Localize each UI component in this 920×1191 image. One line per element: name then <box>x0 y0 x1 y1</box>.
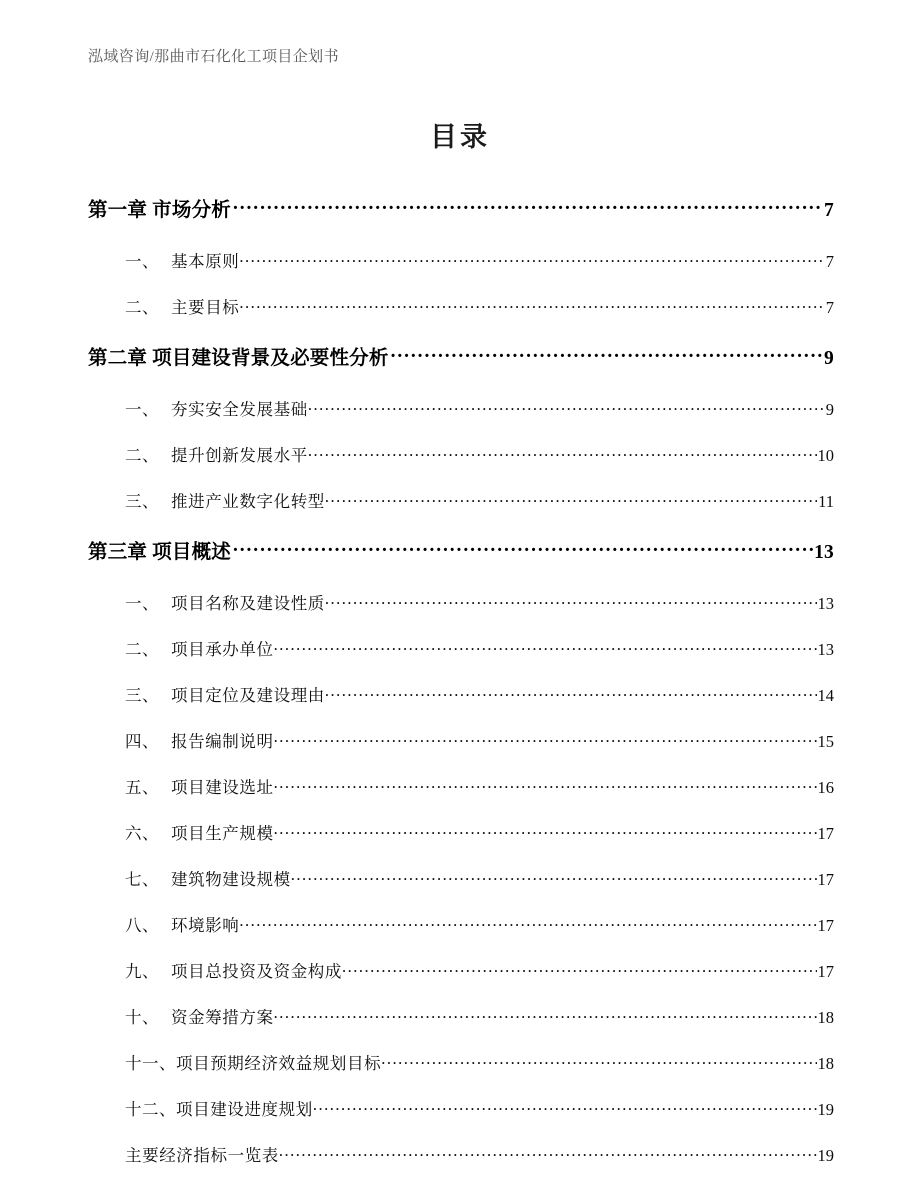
toc-entry-label: 项目名称及建设性质 <box>171 594 325 613</box>
toc-entry-number: 一、 <box>125 400 159 419</box>
toc-page-number: 7 <box>824 200 834 221</box>
toc-section-row[interactable] <box>88 719 834 765</box>
toc-entry-label: 项目定位及建设理由 <box>171 686 325 705</box>
toc-page-number: 16 <box>817 778 834 797</box>
toc-section-row[interactable] <box>88 581 834 627</box>
toc-chapter-row[interactable] <box>88 331 834 387</box>
toc-page-number: 14 <box>817 686 834 705</box>
page-title: 目录 <box>430 122 490 152</box>
toc-page-number: 13 <box>817 594 834 613</box>
toc-entry-label: 推进产业数字化转型 <box>171 492 325 511</box>
toc-leader-dots <box>274 822 817 846</box>
toc-leader-dots <box>239 296 824 320</box>
toc-entry-number: 一、 <box>125 252 159 271</box>
toc-page-number: 11 <box>818 492 834 511</box>
toc-section-row[interactable] <box>88 479 834 525</box>
table-of-contents <box>88 183 834 1179</box>
toc-leader-dots <box>279 1144 817 1168</box>
toc-entry-label: 提升创新发展水平 <box>171 446 308 465</box>
toc-entry-number: 二、 <box>125 298 159 317</box>
toc-leader-dots <box>274 776 817 800</box>
toc-leader-dots <box>274 1006 817 1030</box>
toc-section-row[interactable] <box>88 857 834 903</box>
toc-entry-label: 主要经济指标一览表 <box>125 1146 279 1165</box>
toc-section-row[interactable] <box>88 949 834 995</box>
toc-page-number: 17 <box>817 916 834 935</box>
toc-entry-number: 十二、 <box>125 1100 176 1119</box>
toc-entry-label: 第二章 项目建设背景及必要性分析 <box>88 348 389 369</box>
toc-page-number: 19 <box>817 1146 834 1165</box>
toc-entry-label: 第三章 项目概述 <box>88 542 231 563</box>
toc-section-row[interactable] <box>88 1087 834 1133</box>
toc-entry-label: 第一章 市场分析 <box>88 200 231 221</box>
toc-entry-number: 八、 <box>125 916 159 935</box>
toc-entry-number: 六、 <box>125 824 159 843</box>
toc-entry-number: 五、 <box>125 778 159 797</box>
toc-page-number: 7 <box>825 252 834 271</box>
toc-leader-dots <box>391 345 823 373</box>
toc-page-number: 17 <box>817 870 834 889</box>
toc-section-row[interactable] <box>88 387 834 433</box>
toc-page-number: 13 <box>814 542 834 563</box>
toc-entry-number: 四、 <box>125 732 159 751</box>
toc-section-row[interactable] <box>88 285 834 331</box>
toc-section-row[interactable] <box>88 811 834 857</box>
toc-page-number: 9 <box>825 400 834 419</box>
toc-section-row[interactable] <box>88 627 834 673</box>
toc-leader-dots <box>308 444 817 468</box>
toc-entry-number: 二、 <box>125 640 159 659</box>
toc-entry-number: 二、 <box>125 446 159 465</box>
toc-entry-number: 九、 <box>125 962 159 981</box>
toc-entry-label: 基本原则 <box>171 252 240 271</box>
toc-page-number: 18 <box>817 1054 834 1073</box>
toc-entry-label: 建筑物建设规模 <box>171 870 291 889</box>
toc-page-number: 9 <box>824 348 834 369</box>
toc-chapter-row[interactable] <box>88 183 834 239</box>
toc-leader-dots <box>233 539 813 567</box>
toc-section-row[interactable] <box>88 239 834 285</box>
toc-entry-label: 环境影响 <box>171 916 240 935</box>
toc-entry-label: 项目生产规模 <box>171 824 274 843</box>
toc-leader-dots <box>313 1098 817 1122</box>
toc-entry-label: 主要目标 <box>171 298 240 317</box>
toc-leader-dots <box>325 490 817 514</box>
toc-leader-dots <box>274 730 817 754</box>
toc-chapter-row[interactable] <box>88 525 834 581</box>
toc-page-number: 17 <box>817 824 834 843</box>
toc-entry-label: 夯实安全发展基础 <box>171 400 308 419</box>
toc-entry-number: 十一、 <box>125 1054 176 1073</box>
toc-page-number: 17 <box>817 962 834 981</box>
toc-entry-number: 三、 <box>125 492 159 511</box>
toc-section-row[interactable] <box>88 673 834 719</box>
toc-page-number: 13 <box>817 640 834 659</box>
toc-leader-dots <box>239 250 824 274</box>
toc-entry-label: 项目总投资及资金构成 <box>171 962 342 981</box>
toc-page-number: 19 <box>817 1100 834 1119</box>
toc-leader-dots <box>342 960 817 984</box>
toc-section-row[interactable] <box>88 1041 834 1087</box>
toc-entry-label: 项目建设选址 <box>171 778 274 797</box>
document-running-header: 泓域咨询/那曲市石化化工项目企划书 <box>88 49 339 65</box>
toc-entry-label: 资金筹措方案 <box>171 1008 274 1027</box>
toc-entry-number: 七、 <box>125 870 159 889</box>
toc-section-row[interactable] <box>88 765 834 811</box>
toc-entry-number: 一、 <box>125 594 159 613</box>
toc-page-number: 10 <box>817 446 834 465</box>
toc-page-number: 7 <box>825 298 834 317</box>
toc-leader-dots <box>233 197 823 225</box>
toc-leader-dots <box>239 914 816 938</box>
toc-section-row[interactable] <box>88 903 834 949</box>
toc-leader-dots <box>308 398 825 422</box>
toc-leader-dots <box>325 592 817 616</box>
toc-section-row[interactable] <box>88 1133 834 1179</box>
toc-section-row[interactable] <box>88 433 834 479</box>
toc-page-number: 15 <box>817 732 834 751</box>
toc-entry-label: 项目建设进度规划 <box>176 1100 313 1119</box>
toc-leader-dots <box>274 638 817 662</box>
toc-entry-number: 三、 <box>125 686 159 705</box>
toc-entry-label: 项目预期经济效益规划目标 <box>176 1054 382 1073</box>
toc-entry-number: 十、 <box>125 1008 159 1027</box>
toc-entry-label: 项目承办单位 <box>171 640 274 659</box>
toc-page-number: 18 <box>817 1008 834 1027</box>
toc-leader-dots <box>325 684 817 708</box>
toc-leader-dots <box>381 1052 816 1076</box>
toc-entry-label: 报告编制说明 <box>171 732 274 751</box>
toc-leader-dots <box>291 868 817 892</box>
toc-section-row[interactable] <box>88 995 834 1041</box>
